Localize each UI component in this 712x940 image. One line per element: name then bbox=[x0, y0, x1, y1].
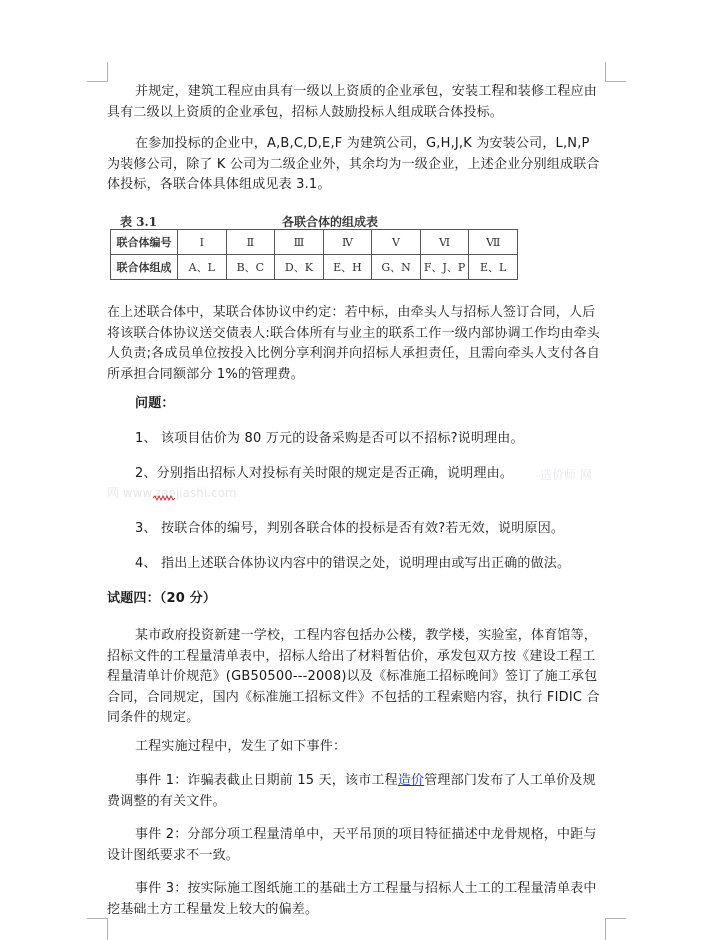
heading-text: 问题： bbox=[135, 396, 175, 411]
paragraph-text: 事件 3：按实际施工图纸施工的基础土方工程量与招标人土工的工程量清单表中挖基础土方工程量发上较大的偏差。 bbox=[107, 881, 597, 917]
crop-mark bbox=[107, 918, 108, 940]
table-row bbox=[111, 255, 518, 280]
table-label: 表 3.1 bbox=[120, 215, 158, 229]
paragraph-bidders bbox=[107, 134, 607, 196]
paragraph-agreement bbox=[107, 303, 607, 385]
questions-heading bbox=[107, 394, 607, 415]
crop-mark bbox=[107, 62, 108, 82]
table-cell: E、L bbox=[469, 255, 518, 280]
paragraph-text: 某市政府投资新建一学校，工程内容包括办公楼，教学楼，实验室，体育馆等，招标文件的工程量清单表中，招标人给出了材料暂估价，承发包双方按《建设工程工程量清单计价规范》(GB50500---2008)以及《标准施工招标晚间》签订了施工承包合同，合同规定，国内《标准施工招标文件》不包括的工程索赔内容，执行 FIDIC 合同条件的规定。 bbox=[107, 628, 600, 725]
crop-mark bbox=[605, 81, 626, 82]
paragraph-event-3 bbox=[107, 879, 607, 920]
table-cell: B、C bbox=[226, 255, 275, 280]
paragraph-event-2 bbox=[107, 825, 607, 866]
question-3: 3、 按联合体的编号，判别各联合体的投标是否有效?若无效，说明原因。 bbox=[135, 521, 565, 536]
cost-link[interactable]: 造价 bbox=[397, 773, 425, 788]
table-cell: F、J、P bbox=[420, 255, 469, 280]
table-cell: D、K bbox=[275, 255, 324, 280]
watermark: 网 www.zaojiashi.com bbox=[107, 486, 237, 500]
paragraph-text: 工程实施过程中，发生了如下事件： bbox=[135, 739, 347, 754]
section-4-heading: 试题四：（20 分） bbox=[107, 591, 217, 606]
question-1: 1、 该项目估价为 80 万元的设备采购是否可以不招标?说明理由。 bbox=[135, 431, 524, 446]
table-caption bbox=[120, 211, 520, 231]
table-cell: Ⅱ bbox=[226, 230, 275, 255]
table-cell: E、H bbox=[323, 255, 372, 280]
crop-mark bbox=[87, 81, 108, 82]
table-header-cell: 联合体组成 bbox=[111, 255, 178, 280]
table-row bbox=[111, 230, 518, 255]
paragraph-text: 事件 1：诈骗表截止日期前 15 天，该市工程 bbox=[135, 773, 398, 788]
table-cell: G、N bbox=[372, 255, 421, 280]
paragraph-text: 并规定，建筑工程应由具有一级以上资质的企业承包，安装工程和装修工程应由 具有二级以上资质的企业承包，招标人鼓励投标人组成联合体投标。 bbox=[107, 84, 598, 120]
table-cell: Ⅰ bbox=[178, 230, 227, 255]
table-title: 各联合体的组成表 bbox=[282, 215, 379, 229]
paragraph-text: 事件 2：分部分项工程量清单中，天平吊顶的项目特征描述中龙骨规格，中距与设计图纸要求不一致。 bbox=[107, 827, 597, 863]
table-cell: Ⅲ bbox=[275, 230, 324, 255]
table-cell: Ⅶ bbox=[469, 230, 518, 255]
paragraph-project bbox=[107, 626, 607, 729]
paragraph-events-intro bbox=[107, 737, 607, 758]
table-cell: Ⅳ bbox=[323, 230, 372, 255]
question-4: 4、 指出上述联合体协议内容中的错误之处，说明理由或写出正确的做法。 bbox=[135, 556, 571, 571]
paragraph-text: 在上述联合体中，某联合体协议中约定：若中标，由牵头人与招标人签订合同，人后将该联合体协议送交债表人:联合体所有与业主的联系工作一级内部协调工作均由牵头人负责;各成员单位按投入比例分享利润并向招标人承担责任，且需向牵头人支付各自所承担合同额部分 1%的管理费。 bbox=[107, 305, 600, 382]
paragraph-event-1 bbox=[107, 771, 607, 812]
crop-mark bbox=[87, 918, 108, 919]
crop-mark bbox=[605, 918, 626, 919]
paragraph-text: 在参加投标的企业中，A,B,C,D,E,F 为建筑公司，G,H,J,K 为安装公司，L,N,P 为装修公司，除了 K 公司为二级企业外，其余均为一级企业，上述企业分别组成联合体投标，各联合体具体组成见表 3.1。 bbox=[107, 136, 600, 192]
spellcheck-underline bbox=[153, 495, 175, 501]
table-cell: Ⅴ bbox=[372, 230, 421, 255]
paragraph-text: 管理部门发布了人工单价及规费调整的有关文件。 bbox=[107, 773, 596, 809]
table-header-cell: 联合体编号 bbox=[111, 230, 178, 255]
question-2: 2、分别指出招标人对投标有关时限的规定是否正确，说明理由。 bbox=[135, 466, 514, 481]
table-cell: Ⅵ bbox=[420, 230, 469, 255]
crop-mark bbox=[605, 918, 606, 940]
table-cell: A、L bbox=[178, 255, 227, 280]
crop-mark bbox=[605, 62, 606, 82]
watermark: 造价师 网 bbox=[540, 468, 592, 482]
paragraph-qualification bbox=[107, 82, 607, 123]
consortium-table bbox=[110, 229, 518, 280]
